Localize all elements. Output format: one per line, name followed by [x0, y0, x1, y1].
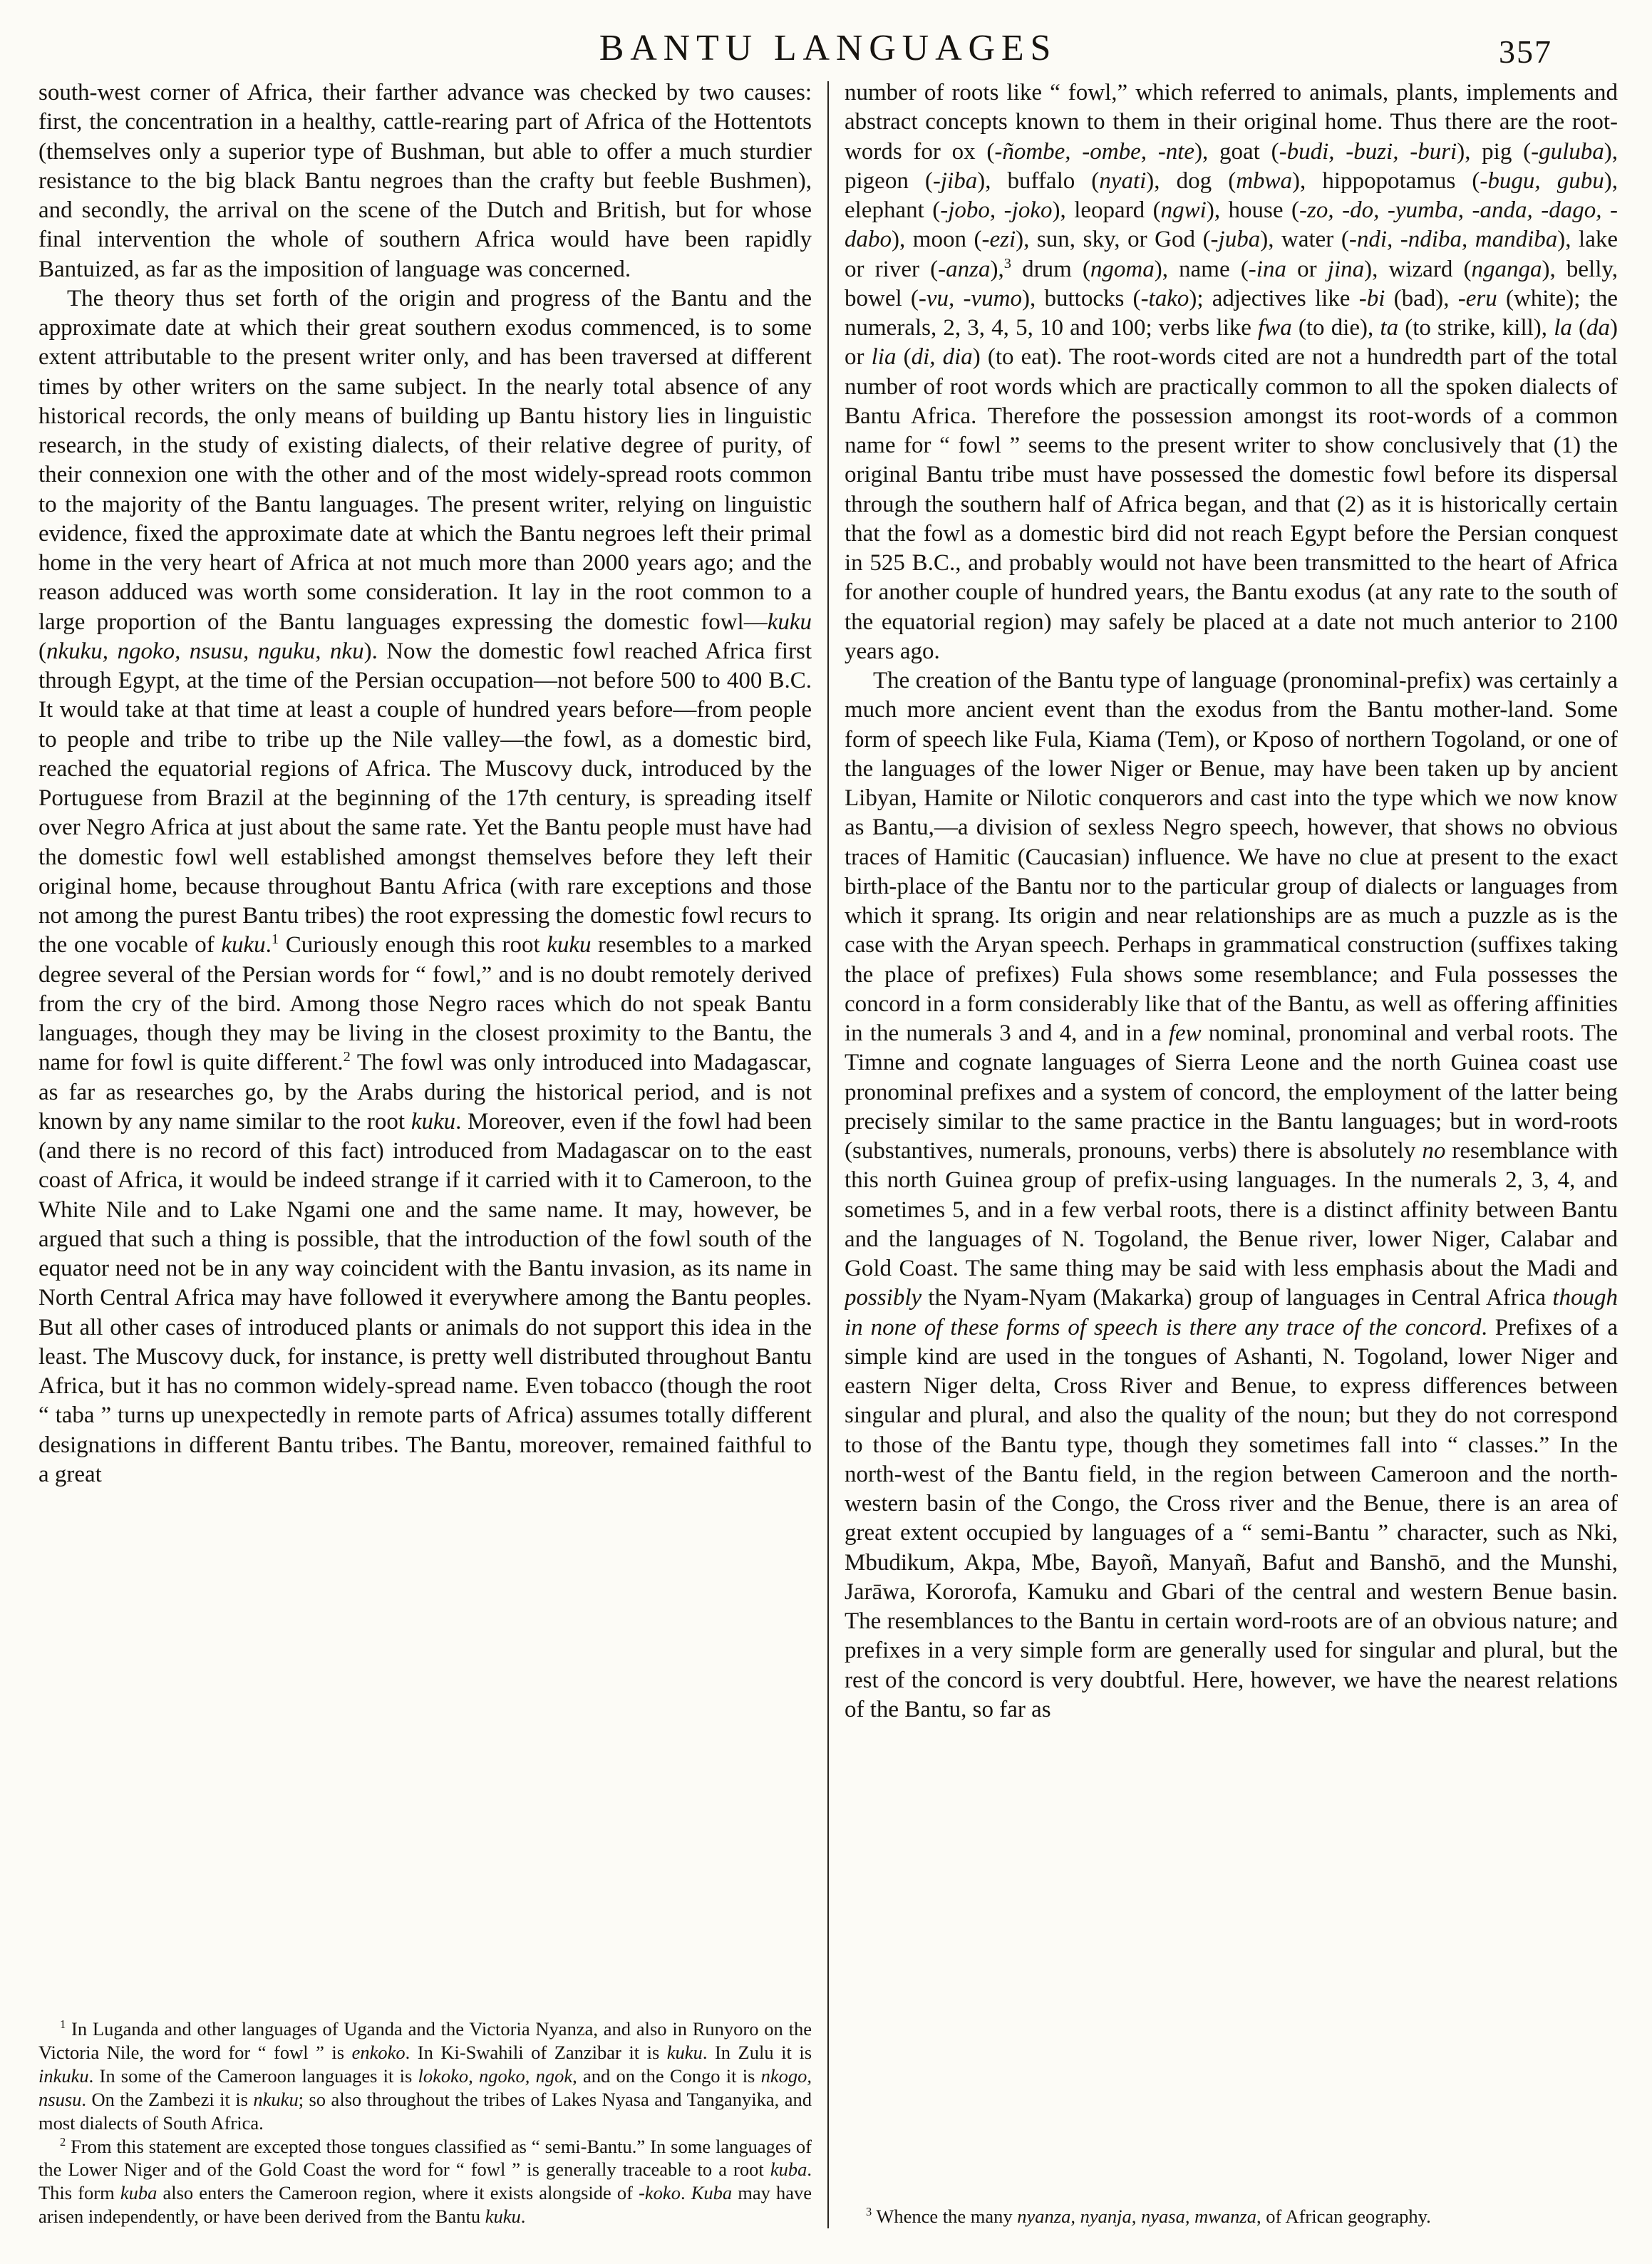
- paragraph: The theory thus set forth of the origin and progress of the Bantu and the approximate date at which their great southern exodus commenced, is to some extent attributable to the present writer only, and has been traversed at different times by other writers on the same subject. In the nearly total absence of any historical records, the only means of building up Bantu history lies in linguistic research, in the study of existing dialects, of their relative degree of purity, of their connexion one with the other and of the most widely-spread roots common to the majority of the Bantu languages. The present writer, relying on linguistic evidence, fixed the approximate date at which the Bantu negroes left their primal home in the very heart of Africa at not much more than 2000 years ago; and the reason adduced was worth some consideration. It lay in the root common to a large proportion of the Bantu languages expressing the domestic fowl—kuku (nkuku, ngoko, nsusu, nguku, nku). Now the domestic fowl reached Africa first through Egypt, at the time of the Persian occupation—not before 500 to 400 B.C. It would take at that time at least a couple of hundred years before—from people to people and tribe to tribe up the Nile valley—the fowl, as a domestic bird, reached the equatorial regions of Africa. The Muscovy duck, introduced by the Portuguese from Brazil at the beginning of the 17th century, is spreading itself over Negro Africa at just about the same rate. Yet the Bantu people must have had the domestic fowl well established amongst themselves before they left their original home, because throughout Bantu Africa (with rare exceptions and those not among the purest Bantu tribes) the root expressing the domestic fowl recurs to the one vocable of kuku.$^1$ Curiously enough this root kuku resembles to a marked degree several of the Persian words for “ fowl,” and is no doubt remotely derived from the cry of the bird. Among those Negro races which do not speak Bantu languages, though they may be living in the closest proximity to the Bantu, the name for fowl is quite different.$^2$ The fowl was only introduced into Madagascar, as far as researches go, by the Arabs during the historical period, and is not known by any name similar to the root kuku. Moreover, even if the fowl had been (and there is no record of this fact) introduced from Madagascar on to the east coast of Africa, it would be indeed strange if it carried with it to Cameroon, to the White Nile and to Lake Ngami one and the same name. It may, however, be argued that such a thing is possible, that the introduction of the fowl south of the equator need not be in any way coincident with the Bantu invasion, as its name in North Central Africa may have followed it everywhere among the Bantu peoples. But all other cases of introduced plants or animals do not support this idea in the least. The Muscovy duck, for instance, is pretty well distributed throughout Bantu Africa, but it has no common widely-spread name. Even tobacco (though the root “ taba ” turns up unexpectedly in remote parts of Africa) assumes totally different designations in different Bantu tribes. The Bantu, moreover, remained faithful to a great: [38, 285, 812, 1487]
- paragraph: number of roots like “ fowl,” which referred to animals, plants, implements and abstract concepts known to them in their original home. Thus there are the root-words for ox (-ñombe, -ombe, -nte), goat (-budi, -buzi, -buri), pig (-guluba), pigeon (-jiba), buffalo (nyati), dog (mbwa), hippopotamus (-bugu, gubu), elephant (-jobo, -joko), leopard (ngwi), house (-zo, -do, -yumba, -anda, -dago, -dabo), moon (-ezi), sun, sky, or God (-juba), water (-ndi, -ndiba, mandiba), lake or river (-anza),$^3$ drum (ngoma), name (-ina or jina), wizard (nganga), belly, bowel (-vu, -vumo), buttocks (-tako); adjectives like -bi (bad), -eru (white); the numerals, 2, 3, 4, 5, 10 and 100; verbs like fwa (to die), ta (to strike, kill), la (da) or lia (di, dia) (to eat). The root-words cited are not a hundredth part of the total number of root words which are practically common to all the spoken dialects of Bantu Africa. Therefore the possession amongst its root-words of a common name for “ fowl ” seems to the present writer to show conclusively that (1) the original Bantu tribe must have possessed the domestic fowl before its dispersal through the southern half of Africa began, and that (2) as it is historically certain that the fowl as a domestic bird did not reach Egypt before the Persian conquest in 525 B.C., and probably would not have been transmitted to the heart of Africa for another couple of hundred years, the Bantu exodus (at any rate to the south of the equatorial region) may safely be placed at a date not much anterior to 2100 years ago.: [845, 80, 1618, 664]
- paragraph: south-west corner of Africa, their farther advance was checked by two causes: first, the concentration in a healthy, cattle-rearing part of Africa of the Hottentots (themselves only a superior type of Bushman, but able to offer a much sturdier resistance to the big black Bantu negroes than the crafty but feeble Bushmen), and secondly, the arrival on the scene of the Dutch and British, but for whose final intervention the whole of southern Africa would have been rapidly Bantuized, as far as the imposition of language was concerned.: [38, 80, 812, 282]
- left-column-text: [38, 78, 812, 1489]
- right-column-text: [845, 78, 1618, 1725]
- footnote: $^1$ In Luganda and other languages of Uganda and the Victoria Nyanza, and also in Runyoro on the Victoria Nile, the word for “ fowl ” is enkoko. In Ki-Swahili of Zanzibar it is kuku. In Zulu it is inkuku. In some of the Cameroon languages it is lokoko, ngoko, ngok, and on the Congo it is nkogo, nsusu. On the Zambezi it is nkuku; so also throughout the tribes of Lakes Nyasa and Tanganyika, and most dialects of South Africa.: [38, 2017, 812, 2134]
- page-header: [38, 20, 1618, 78]
- text-columns: [38, 78, 1618, 2228]
- footnote: $^2$ From this statement are excepted those tongues classified as “ semi-Bantu.” In some languages of the Lower Niger and of the Gold Coast the word for “ fowl ” is generally traceable to a root kuba. This form kuba also enters the Cameroon region, where it exists alongside of -koko. Kuba may have arisen independently, or have been derived from the Bantu kuku.: [38, 2134, 812, 2228]
- left-column-footnotes: [38, 2017, 812, 2228]
- column-divider: [827, 81, 829, 2228]
- right-column-footnotes: [845, 2205, 1618, 2228]
- paragraph: The creation of the Bantu type of language (pronominal-prefix) was certainly a much more ancient event than the exodus from the Bantu mother-land. Some form of speech like Fula, Kiama (Tem), or Kposo of northern Togoland, or one of the languages of the lower Niger or Benue, may have been taken up by ancient Libyan, Hamite or Nilotic conquerors and cast into the type which we now know as Bantu,—a division of sexless Negro speech, however, that shows no obvious traces of Hamitic (Caucasian) influence. We have no clue at present to the exact birth-place of the Bantu nor to the particular group of dialects or languages from which it sprang. Its origin and near relationships are as much a puzzle as is the case with the Aryan speech. Perhaps in grammatical construction (suffixes taking the place of prefixes) Fula shows some resemblance; and Fula possesses the concord in a form considerably like that of the Bantu, as well as offering affinities in the numerals 3 and 4, and in a few nominal, pronominal and verbal roots. The Timne and cognate languages of Sierra Leone and the north Guinea coast use pronominal prefixes and a system of concord, the employment of the latter being precisely similar to the same practice in the Bantu languages; but in word-roots (substantives, numerals, pronouns, verbs) there is absolutely no resemblance with this north Guinea group of prefix-using languages. In the numerals 2, 3, 4, and sometimes 5, and in a few verbal roots, there is a distinct affinity between Bantu and the languages of N. Togoland, the Benue river, lower Niger, Calabar and Gold Coast. The same thing may be said with less emphasis about the Madi and possibly the Nyam-Nyam (Makarka) group of languages in Central Africa though in none of these forms of speech is there any trace of the concord. Prefixes of a simple kind are used in the tongues of Ashanti, N. Togoland, lower Niger and eastern Niger delta, Cross River and Benue, to express differences between singular and plural, and also the quality of the noun; but they do not correspond to those of the Bantu type, though they sometimes fall into “ classes.” In the north-west of the Bantu field, in the region between Cameroon and the north-western basin of the Congo, the Cross river and the Benue, there is an area of great extent occupied by languages of a “ semi-Bantu ” character, such as Nki, Mbudikum, Akpa, Mbe, Bayoñ, Manyañ, Bafut and Banshō, and the Munshi, Jarāwa, Kororofa, Kamuku and Gbari of the central and western Benue basin. The resemblances to the Bantu in certain word-roots are of an obvious nature; and prefixes in a very simple form are generally used for singular and plural, but the rest of the concord is very doubtful. Here, however, we have the nearest relations of the Bantu, so far as: [845, 668, 1618, 1722]
- page-number: 357: [1499, 33, 1552, 70]
- right-column: [845, 78, 1618, 2228]
- footnote: $^3$ Whence the many nyanza, nyanja, nyasa, mwanza, of African geography.: [866, 2205, 1431, 2228]
- left-column: [38, 78, 812, 2228]
- page-title: BANTU LANGUAGES: [599, 28, 1058, 68]
